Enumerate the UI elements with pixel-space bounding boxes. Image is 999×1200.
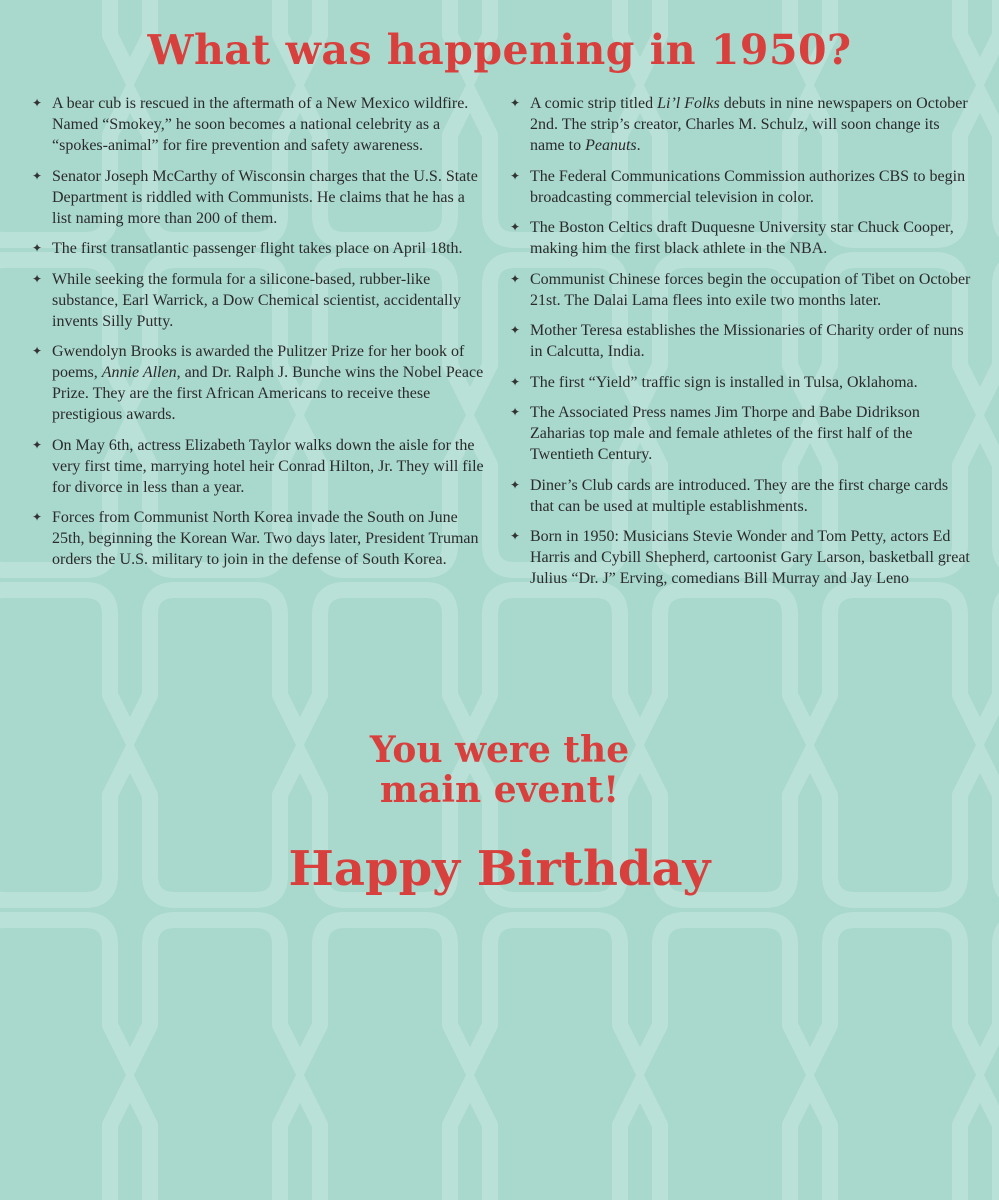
event-item <box>508 166 973 208</box>
event-text <box>52 95 468 154</box>
event-text-segment: . <box>636 137 641 154</box>
event-text-segment: A comic strip titled <box>530 95 658 112</box>
event-text <box>52 343 483 423</box>
event-text <box>530 374 918 391</box>
main-event-line-1: You were the <box>369 729 630 771</box>
bullet-star-icon: ✦ <box>32 168 43 183</box>
event-item <box>508 402 973 465</box>
happy-birthday-heading: Happy Birthday <box>288 841 711 897</box>
bullet-star-icon: ✦ <box>510 374 521 389</box>
main-event-message <box>0 730 999 810</box>
bullet-star-icon: ✦ <box>32 271 43 286</box>
bullet-star-icon: ✦ <box>510 405 521 419</box>
event-text <box>52 509 479 568</box>
event-text-segment: The first transatlantic passenger flight takes place on April 18th. <box>52 240 463 257</box>
event-text-segment: debuts in nine newspapers on October 2nd. The strip’s creator, Charles M. Schulz, will soon change its name to <box>530 95 968 154</box>
event-item <box>508 526 973 589</box>
event-text-segment: A bear cub is rescued in the aftermath of a New Mexico wildfire. Named “Smokey,” he soon becomes a national celebrity as a “spokes-animal” for fire prevention and safety awareness. <box>52 95 469 154</box>
event-item <box>508 320 973 362</box>
event-text <box>530 168 965 206</box>
page-title: What was happening in 1950? <box>147 26 852 74</box>
event-text <box>530 322 964 360</box>
event-item <box>508 372 973 393</box>
events-list-right <box>508 93 973 599</box>
bullet-star-icon: ✦ <box>510 529 521 543</box>
bullet-star-icon: ✦ <box>32 96 43 110</box>
event-text-segment: Gwendolyn Brooks is awarded the Pulitzer Prize for her book of poems, <box>52 343 465 381</box>
event-item <box>30 93 485 156</box>
bullet-star-icon: ✦ <box>32 344 43 358</box>
event-text-segment: Diner’s Club cards are introduced. They are the first charge cards that can be used at multiple establishments. <box>530 476 949 515</box>
event-text <box>52 271 461 330</box>
event-text <box>530 528 970 587</box>
event-text-segment: , and Dr. Ralph J. Bunche wins the Nobel Peace Prize. They are the first African Americans to receive these prestigious awards. <box>52 364 484 423</box>
event-text-italic: Li’l Folks <box>657 95 720 112</box>
event-item <box>30 507 485 570</box>
event-item <box>30 269 485 332</box>
event-text-segment: The Boston Celtics draft Duquesne University star Chuck Cooper, making him the first black athlete in the NBA. <box>530 219 954 257</box>
event-text-segment: The Federal Communications Commission authorizes CBS to begin broadcasting commercial television in color. <box>530 167 966 206</box>
event-item <box>30 238 485 259</box>
event-text-segment: Forces from Communist North Korea invade the South on June 25th, beginning the Korean War. Two days later, President Truman orders the U.S. military to join in the defense of South Korea. <box>52 509 479 568</box>
event-item <box>30 166 485 229</box>
bullet-star-icon: ✦ <box>510 96 521 110</box>
event-text <box>530 404 920 463</box>
event-text-segment: Born in 1950: Musicians Stevie Wonder and Tom Petty, actors Ed Harris and Cybill Shepherd, cartoonist Gary Larson, basketball great Julius “Dr. J” Erving, comedians Bill Murray and Jay Leno <box>530 528 970 587</box>
event-text <box>52 240 463 257</box>
bullet-star-icon: ✦ <box>510 323 521 337</box>
event-text-italic: Annie Allen <box>101 364 177 381</box>
event-text-segment: Senator Joseph McCarthy of Wisconsin charges that the U.S. State Department is riddled with Communists. He claims that he has a list naming more than 200 of them. <box>52 167 478 227</box>
event-item <box>508 217 973 259</box>
bullet-star-icon: ✦ <box>510 271 521 286</box>
event-item <box>508 475 973 517</box>
event-text-segment: While seeking the formula for a silicone-based, rubber-like substance, Earl Warrick, a Dow Chemical scientist, accidentally invents Silly Putty. <box>52 270 461 330</box>
event-item <box>508 93 973 156</box>
event-text-segment: Mother Teresa establishes the Missionaries of Charity order of nuns in Calcutta, India. <box>530 322 964 360</box>
event-item <box>30 435 485 498</box>
event-text <box>530 477 948 515</box>
bullet-star-icon: ✦ <box>510 220 521 234</box>
bullet-star-icon: ✦ <box>32 241 43 255</box>
event-text-italic: Peanuts <box>585 137 637 154</box>
event-text <box>530 271 970 309</box>
events-list-left <box>30 93 485 580</box>
bullet-star-icon: ✦ <box>510 477 521 492</box>
event-text-segment: The first “Yield” traffic sign is installed in Tulsa, Oklahoma. <box>530 373 918 391</box>
event-text <box>52 437 484 496</box>
event-text-segment: The Associated Press names Jim Thorpe and Babe Didrikson Zaharias top male and female athletes of the first half of the Twentieth Century. <box>530 404 920 463</box>
event-text <box>530 95 968 154</box>
bullet-star-icon: ✦ <box>510 168 521 183</box>
event-text-segment: On May 6th, actress Elizabeth Taylor walks down the aisle for the very first time, marrying hotel heir Conrad Hilton, Jr. They will file for divorce in less than a year. <box>52 436 484 496</box>
event-text <box>530 219 954 257</box>
event-text <box>52 168 478 227</box>
event-text-segment: Communist Chinese forces begin the occupation of Tibet on October 21st. The Dalai Lama flees into exile two months later. <box>530 270 971 309</box>
bullet-star-icon: ✦ <box>32 437 43 452</box>
event-item <box>508 269 973 311</box>
bullet-star-icon: ✦ <box>32 510 43 524</box>
main-event-line-2: main event! <box>379 769 620 811</box>
event-item <box>30 341 485 425</box>
